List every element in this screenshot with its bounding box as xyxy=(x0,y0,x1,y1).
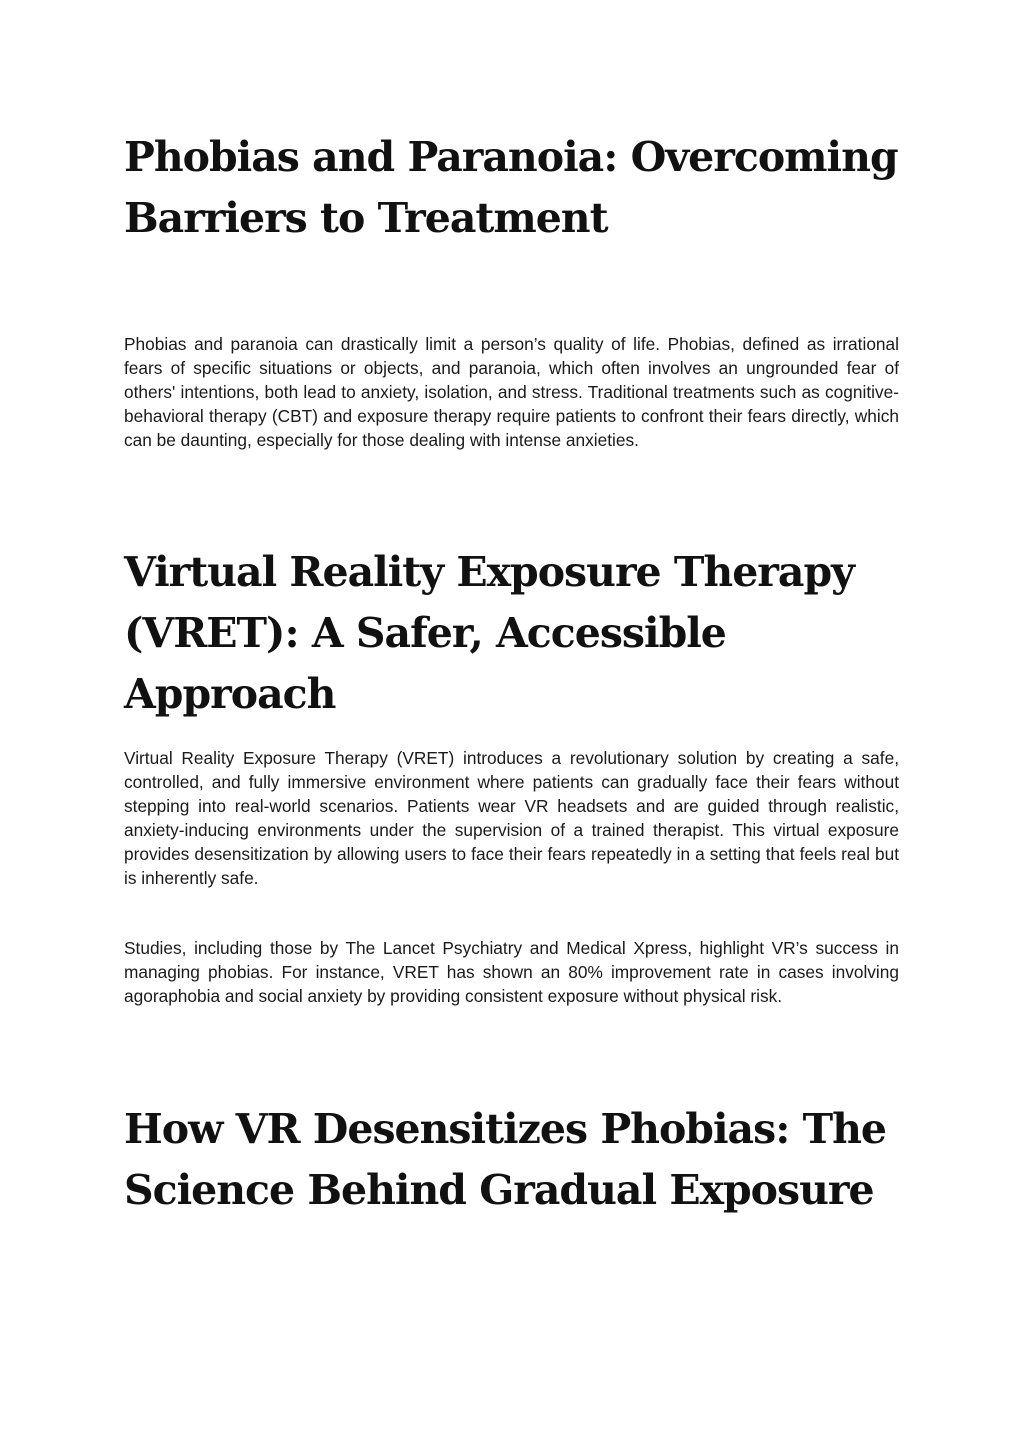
section-heading-vret: Virtual Reality Exposure Therapy (VRET): A Safer, Accessible Approach xyxy=(124,548,854,718)
paragraph-phobias-intro: Phobias and paranoia can drastically limit a person’s quality of life. Phobias, defined as irrational fears of specific situations or objects, and paranoia, which often involves an ungrounded fear of others' intentions, both lead to anxiety, isolation, and stress. Traditional treatments such as cognitive-behavioral therapy (CBT) and exposure therapy require patients to confront their fears directly, which can be daunting, especially for those dealing with intense anxieties. xyxy=(124,334,899,450)
paragraph-vret-studies-text: Studies, including those by The Lancet Psychiatry and Medical Xpress, highlight VR’s success in managing phobias. For instance, VRET has shown an 80% improvement rate in cases involving agoraphobia and social anxiety by providing consistent exposure without physical risk. xyxy=(124,938,899,1006)
section-heading-desensitization: How VR Desensitizes Phobias: The Science Behind Gradual Exposure xyxy=(124,1105,887,1214)
section-heading-phobias-paranoia: Phobias and Paranoia: Overcoming Barriers to Treatment xyxy=(124,133,898,242)
paragraph-vret-studies xyxy=(124,936,899,1008)
paragraph-vret-description: Virtual Reality Exposure Therapy (VRET) introduces a revolutionary solution by creating a safe, controlled, and fully immersive environment where patients can gradually face their fears without stepping into real-world scenarios. Patients wear VR headsets and are guided through realistic, anxiety-inducing environments under the supervision of a trained therapist. This virtual exposure provides desensitization by allowing users to face their fears repeatedly in a setting that feels real but is inherently safe. xyxy=(124,748,899,888)
